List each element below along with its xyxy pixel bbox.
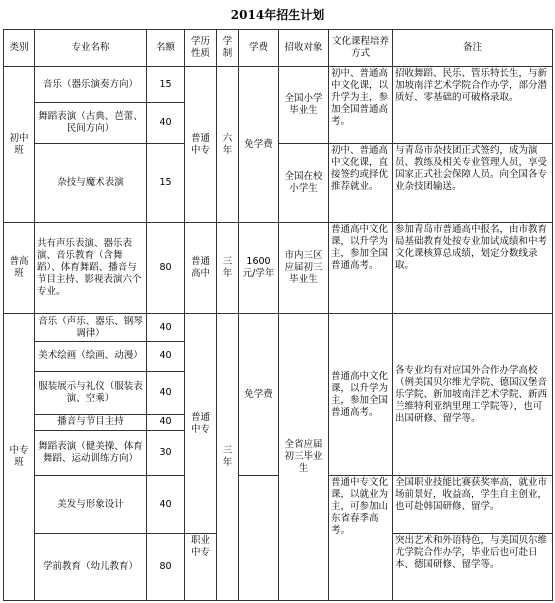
table-row: [4, 223, 553, 314]
quota-cell: 15: [147, 144, 185, 223]
culture-junior-b: 初中、普通高中文化课，直接签约或择优推荐就业。: [329, 144, 393, 223]
education-vocational-b: 职业中专: [185, 534, 217, 601]
table-row: [4, 67, 553, 102]
category-junior: 初中班: [4, 67, 35, 223]
major-cell: 舞蹈表演（古典、芭蕾、民间方向）: [35, 102, 147, 144]
major-cell: 美发与形象设计: [35, 476, 147, 534]
header-culture: 文化课程培养方式: [329, 30, 393, 67]
category-senior: 普高班: [4, 223, 35, 314]
major-cell: 音乐（器乐演奏方向）: [35, 67, 147, 102]
fee-vocational-blank: [239, 476, 279, 601]
target-junior-b: 全国在校小学生: [279, 144, 329, 223]
header-major: 专业名称: [35, 30, 147, 67]
duration-senior: 三年: [217, 223, 239, 314]
fee-junior: 免学费: [239, 67, 279, 223]
quota-cell: 40: [147, 476, 185, 534]
remarks-senior: 参加青岛市普通高中报名，由市教育局基础教育处按专业加试成绩和中考文化课核算总成绩，划定分数线录取。: [393, 223, 553, 314]
culture-junior-a: 初中、普通高中文化课，以升学为主，参加全国普通高考。: [329, 67, 393, 144]
quota-cell: 30: [147, 430, 185, 476]
quota-cell: 40: [147, 314, 185, 342]
culture-vocational-b: 普通中专文化课，以就业为主，可参加山东省春季高考。: [329, 476, 393, 601]
header-target: 招收对象: [279, 30, 329, 67]
fee-senior: 1600元/学年: [239, 223, 279, 314]
quota-cell: 80: [147, 534, 185, 601]
enrollment-plan-table: [3, 29, 553, 601]
remarks-vocational-a: 各专业均有对应国外合作办学高校（例美国贝尔维尤学院、德国汉堡音乐学院、新加坡南洋艺术学院、新西兰维特利亚纳里理工学院等），也可出国研修、留学等。: [393, 314, 553, 476]
remarks-junior-b: 与青岛市杂技团正式签约，成为演员、教练及相关专业管理人员，享受国家正式社会保障人员。向全国各专业杂技团输送。: [393, 144, 553, 223]
culture-senior: 普通高中文化课，以升学为主，参加全国普通高考。: [329, 223, 393, 314]
education-senior: 普通高中: [185, 223, 217, 314]
header-fee: 学费: [239, 30, 279, 67]
category-vocational: 中专班: [4, 314, 35, 601]
duration-vocational: 三年: [217, 314, 239, 601]
header-duration: 学制: [217, 30, 239, 67]
education-vocational-a: 普通中专: [185, 314, 217, 534]
education-junior: 普通中专: [185, 67, 217, 223]
major-cell: 美术绘画（绘画、动漫）: [35, 342, 147, 371]
major-cell: 学前教育（幼儿教育）: [35, 534, 147, 601]
target-vocational: 全省应届初三毕业生: [279, 314, 329, 601]
duration-junior: 六年: [217, 67, 239, 223]
header-remarks: 备注: [393, 30, 553, 67]
remarks-vocational-c: 突出艺术和外语特色，与美国贝尔维尤学院合作办学，毕业后也可赴日本、德国研修、留学等。: [393, 534, 553, 601]
header-education: 学历性质: [185, 30, 217, 67]
quota-cell: 40: [147, 342, 185, 371]
quota-cell: 80: [147, 223, 185, 314]
target-senior: 市内三区应届初三毕业生: [279, 223, 329, 314]
quota-cell: 40: [147, 371, 185, 415]
major-cell: 播音与节目主持: [35, 415, 147, 431]
table-row: [4, 144, 553, 223]
header-quota: 名额: [147, 30, 185, 67]
table-row: [4, 476, 553, 534]
quota-cell: 40: [147, 102, 185, 144]
culture-vocational-a: 普通高中文化课，以升学为主，参加全国普通高考。: [329, 314, 393, 476]
quota-cell: 40: [147, 415, 185, 431]
major-cell: 杂技与魔术表演: [35, 144, 147, 223]
fee-vocational: 免学费: [239, 314, 279, 476]
major-cell: 服装展示与礼仪（服装表演、空乘）: [35, 371, 147, 415]
major-cell: 舞蹈表演（健美操、体育舞蹈、运动训练方向）: [35, 430, 147, 476]
table-row: [4, 314, 553, 342]
header-category: 类别: [4, 30, 35, 67]
target-junior-a: 全国小学毕业生: [279, 67, 329, 144]
remarks-vocational-b: 全国职业技能比赛获奖率高，就业市场前景好，收益高，学生自主创业，也可赴韩国研修、留学。: [393, 476, 553, 534]
quota-cell: 15: [147, 67, 185, 102]
major-cell: 共有声乐表演、器乐表演、音乐教育（含舞蹈）、体育舞蹈、播音与节目主持、影视表演六个专业。: [35, 223, 147, 314]
major-cell: 音乐（声乐、器乐、钢琴调律）: [35, 314, 147, 342]
remarks-junior-a: 招收舞蹈、民乐、管乐特长生，与新加坡南洋艺术学院合作办学，部分潜质好、零基础的可破格录取。: [393, 67, 553, 144]
page-title: 2014年招生计划: [230, 8, 325, 22]
header-row: [4, 30, 553, 67]
